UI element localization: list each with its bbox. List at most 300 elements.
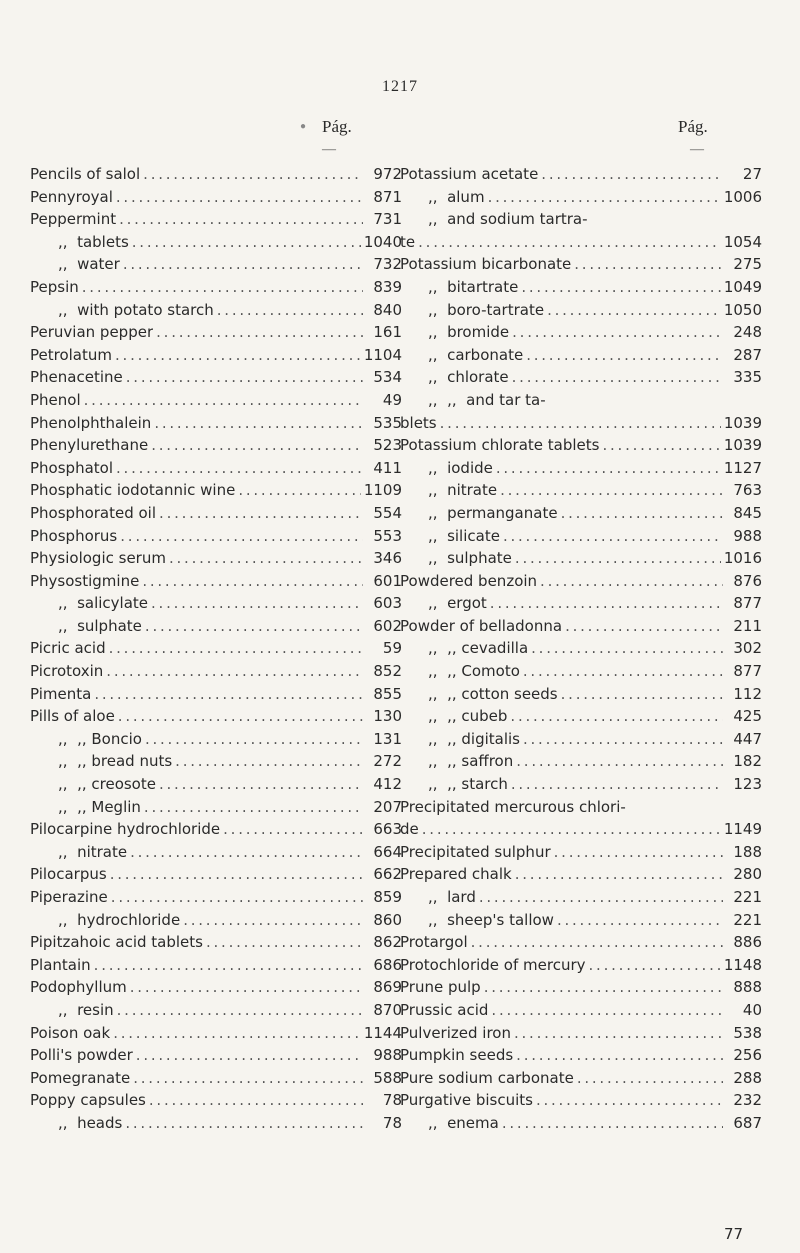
entry-page-number: 161 (373, 323, 402, 342)
entry-label: Precipitated mercurous chlori- (400, 797, 626, 816)
entry-page-number: 221 (733, 910, 762, 929)
entry-label: ,, sheep's tallow (428, 910, 554, 929)
entry-page-number: 871 (373, 187, 402, 206)
dot-leader (117, 999, 363, 1022)
entry-page-number: 731 (373, 210, 402, 229)
entry-label: ,, lard (428, 888, 476, 906)
index-entry (30, 660, 402, 683)
entry-page-number: 687 (733, 1113, 762, 1132)
index-entry (400, 931, 762, 954)
dot-leader (109, 637, 363, 660)
entry-page-number: 860 (373, 910, 402, 929)
dot-leader (515, 863, 723, 886)
entry-page-number: 221 (733, 888, 762, 906)
dot-leader (496, 457, 721, 480)
index-entry (400, 479, 762, 502)
entry-label: Peruvian pepper (30, 323, 154, 342)
entry-page-number: 59 (382, 639, 402, 658)
index-entry (400, 163, 762, 186)
index-entry (400, 389, 762, 412)
index-entry (30, 683, 402, 706)
dot-leader (142, 570, 363, 593)
dot-leader (490, 592, 723, 615)
entry-page-number: 49 (382, 390, 402, 409)
index-entry (30, 457, 402, 480)
entry-label: ,, ,, Boncio (58, 729, 142, 748)
entry-page-number: 1040 (363, 232, 402, 251)
entry-label: ,, and sodium tartra- (428, 210, 588, 229)
dot-leader (238, 479, 361, 502)
dot-leader (126, 366, 363, 389)
dot-leader (110, 863, 363, 886)
index-entry (30, 253, 402, 276)
index-entry (30, 728, 402, 751)
entry-label: Physostigmine (30, 571, 140, 590)
entry-page-number: 523 (373, 436, 402, 455)
entry-label: blets (400, 413, 437, 432)
entry-page-number: 335 (733, 368, 762, 387)
index-entry (400, 818, 762, 841)
dot-leader (503, 525, 723, 548)
entry-label: Pure sodium carbonate (400, 1068, 574, 1087)
dot-leader (159, 502, 363, 525)
bullet-mark: ● (300, 121, 307, 132)
index-entry (400, 253, 762, 276)
dot-leader (491, 999, 723, 1022)
dot-leader (488, 186, 721, 209)
entry-label: ,, bromide (428, 323, 510, 342)
dot-leader (589, 954, 721, 977)
entry-label: ,, ,, saffron (428, 752, 514, 771)
dot-leader (133, 1067, 363, 1090)
index-entry (400, 276, 762, 299)
entry-page-number: 839 (373, 277, 402, 296)
index-entry (400, 1044, 762, 1067)
index-entry (30, 1067, 402, 1090)
index-entry (400, 547, 762, 570)
entry-page-number: 78 (382, 1113, 402, 1132)
entry-label: ,, enema (428, 1113, 499, 1132)
dot-leader (554, 841, 723, 864)
entry-page-number: 603 (373, 594, 402, 613)
dot-leader (143, 163, 363, 186)
dot-leader (514, 1022, 723, 1045)
entry-page-number: 1039 (723, 413, 762, 432)
index-entry (400, 841, 762, 864)
entry-page-number: 732 (373, 255, 402, 274)
entry-page-number: 287 (733, 345, 762, 364)
entry-page-number: 686 (373, 955, 402, 974)
entry-page-number: 877 (733, 594, 762, 613)
index-entry (400, 208, 762, 231)
dot-leader (169, 547, 363, 570)
index-entry (400, 592, 762, 615)
entry-label: Prepared chalk (400, 865, 512, 884)
entry-page-number: 280 (733, 865, 762, 884)
entry-label: Peppermint (30, 210, 117, 229)
entry-page-number: 207 (373, 797, 402, 816)
dot-leader (223, 818, 363, 841)
dot-leader (206, 931, 363, 954)
index-entry (30, 818, 402, 841)
right-column-header: Pág. (678, 117, 708, 136)
index-entry (400, 434, 762, 457)
dot-leader (94, 954, 363, 977)
index-entry (30, 276, 402, 299)
index-entry (30, 886, 402, 909)
entry-label: Potassium chlorate tablets (400, 436, 600, 455)
entry-page-number: 248 (733, 323, 762, 342)
entry-label: ,, ,, cotton seeds (428, 684, 558, 703)
index-entry (30, 1044, 402, 1067)
index-entry (30, 592, 402, 615)
entry-label: Prune pulp (400, 978, 481, 997)
dot-leader (116, 457, 363, 480)
dot-leader (511, 773, 723, 796)
index-entry (30, 841, 402, 864)
entry-label: ,, ,, cubeb (428, 707, 508, 726)
dot-leader (156, 321, 363, 344)
dot-leader (136, 1044, 363, 1067)
entry-label: Pencils of salol (30, 165, 141, 183)
dot-leader (557, 909, 723, 932)
entry-label: Pepsin (30, 277, 79, 296)
entry-page-number: 840 (373, 300, 402, 319)
entry-page-number: 288 (733, 1068, 762, 1087)
dot-leader (418, 231, 721, 254)
entry-label: ,, resin (58, 1000, 114, 1019)
entry-page-number: 1016 (723, 549, 762, 568)
index-entry (30, 1089, 402, 1112)
dot-leader (130, 841, 363, 864)
index-entry (400, 728, 762, 751)
entry-page-number: 123 (733, 775, 762, 794)
entry-label: Phenacetine (30, 368, 123, 387)
entry-label: Prussic acid (400, 1000, 489, 1019)
index-entry (30, 931, 402, 954)
entry-label: ,, bitartrate (428, 277, 519, 296)
entry-page-number: 1149 (723, 820, 762, 839)
dot-leader (516, 750, 723, 773)
dot-leader (151, 592, 363, 615)
index-entry (400, 1089, 762, 1112)
dot-leader (440, 412, 721, 435)
entry-page-number: 40 (742, 1000, 762, 1019)
entry-label: te (400, 232, 416, 251)
entry-page-number: 131 (373, 729, 402, 748)
dot-leader (602, 434, 720, 457)
index-entry (30, 186, 402, 209)
index-entry (30, 773, 402, 796)
index-entry (400, 886, 762, 909)
entry-label: Phosphorus (30, 526, 118, 545)
entry-page-number: 664 (373, 842, 402, 861)
entry-page-number: 1104 (363, 345, 402, 364)
entry-label: Petrolatum (30, 345, 112, 364)
index-entry (400, 615, 762, 638)
entry-label: Pennyroyal (30, 187, 113, 206)
dot-leader (540, 570, 723, 593)
entry-page-number: 272 (373, 752, 402, 771)
entry-page-number: 888 (733, 978, 762, 997)
index-entry (400, 909, 762, 932)
entry-label: Purgative biscuits (400, 1091, 533, 1110)
entry-page-number: 877 (733, 662, 762, 681)
dot-leader (471, 931, 723, 954)
dot-leader (111, 886, 363, 909)
dot-leader (154, 412, 363, 435)
entry-label: ,, carbonate (428, 345, 524, 364)
entry-page-number: 886 (733, 933, 762, 952)
dot-leader (574, 253, 723, 276)
entry-page-number: 425 (733, 707, 762, 726)
entry-page-number: 27 (742, 165, 762, 183)
entry-label: ,, water (58, 255, 120, 274)
index-entry (30, 637, 402, 660)
entry-page-number: 412 (373, 775, 402, 794)
index-entry (30, 1112, 402, 1135)
dot-leader (151, 434, 363, 457)
dot-leader (561, 683, 723, 706)
entry-page-number: 534 (373, 368, 402, 387)
dot-leader (422, 818, 721, 841)
dot-leader (106, 660, 363, 683)
entry-label: ,, nitrate (58, 842, 128, 861)
index-entry (30, 999, 402, 1022)
entry-page-number: 554 (373, 503, 402, 522)
index-entry (400, 1022, 762, 1045)
dot-leader (123, 253, 363, 276)
entry-label: Pills of aloe (30, 707, 115, 726)
entry-label: Picric acid (30, 639, 106, 658)
index-entry (400, 186, 762, 209)
entry-page-number: 763 (733, 481, 762, 500)
entry-page-number: 78 (382, 1091, 402, 1110)
dot-leader (500, 479, 723, 502)
entry-label: Pomegranate (30, 1068, 131, 1087)
entry-label: ,, salicylate (58, 594, 149, 613)
dot-leader (536, 1089, 723, 1112)
dot-leader (547, 299, 721, 322)
entry-label: ,, chlorate (428, 368, 509, 387)
index-entry (400, 231, 762, 254)
entry-label: ,, sulphate (428, 549, 512, 568)
index-entry (400, 321, 762, 344)
entry-page-number: 188 (733, 842, 762, 861)
entry-page-number: 588 (373, 1068, 402, 1087)
index-entry (30, 208, 402, 231)
index-entry (30, 502, 402, 525)
entry-page-number: 845 (733, 503, 762, 522)
dot-leader (523, 728, 723, 751)
dot-leader (118, 705, 363, 728)
entry-label: ,, iodide (428, 458, 493, 477)
entry-label: Protochloride of mercury (400, 955, 586, 974)
index-entry (400, 637, 762, 660)
dot-leader (115, 344, 361, 367)
dot-leader (521, 276, 720, 299)
entry-page-number: 1109 (363, 481, 402, 500)
index-entry (400, 502, 762, 525)
dot-leader (94, 683, 363, 706)
index-entry (30, 525, 402, 548)
entry-page-number: 869 (373, 978, 402, 997)
index-entry (30, 863, 402, 886)
index-entry (30, 796, 402, 819)
entry-page-number: 130 (373, 707, 402, 726)
index-entry (30, 570, 402, 593)
index-entry (30, 750, 402, 773)
index-entry (30, 479, 402, 502)
entry-page-number: 211 (733, 616, 762, 635)
dot-leader (119, 208, 363, 231)
entry-label: Poppy capsules (30, 1091, 146, 1110)
entry-page-number: 112 (733, 684, 762, 703)
entry-page-number: 447 (733, 729, 762, 748)
left-header-rule: — (322, 142, 336, 157)
entry-label: ,, hydrochloride (58, 910, 181, 929)
entry-label: Physiologic serum (30, 549, 166, 568)
entry-label: Phosphatol (30, 458, 113, 477)
index-entry (400, 344, 762, 367)
dot-leader (84, 389, 363, 412)
index-entry (30, 547, 402, 570)
entry-label: Pimenta (30, 684, 92, 703)
entry-label: Poison oak (30, 1023, 111, 1042)
index-entry (400, 954, 762, 977)
dot-leader (113, 1022, 361, 1045)
entry-label: Phosphorated oil (30, 503, 157, 522)
entry-page-number: 972 (373, 165, 402, 183)
entry-label: ,, ,, Comoto (428, 662, 520, 681)
index-entry (400, 773, 762, 796)
index-entry (400, 976, 762, 999)
entry-label: de (400, 820, 419, 839)
index-entry (400, 525, 762, 548)
entry-page-number: 232 (733, 1091, 762, 1110)
entry-label: Potassium acetate (400, 165, 539, 183)
index-entry (400, 683, 762, 706)
entry-page-number: 663 (373, 820, 402, 839)
entry-label: ,, alum (428, 187, 485, 206)
dot-leader (159, 773, 363, 796)
index-entry (30, 163, 402, 186)
dot-leader (479, 886, 723, 909)
dot-leader (125, 1112, 363, 1135)
index-entry (400, 999, 762, 1022)
index-entry (30, 705, 402, 728)
index-entry (400, 570, 762, 593)
dot-leader (515, 547, 721, 570)
index-entry (30, 954, 402, 977)
entry-page-number: 1039 (723, 436, 762, 455)
index-entry (400, 705, 762, 728)
dot-leader (512, 366, 723, 389)
entry-label: Protargol (400, 933, 468, 952)
dot-leader (183, 909, 363, 932)
dot-leader (149, 1089, 363, 1112)
dot-leader (510, 705, 723, 728)
footer-signature: 77 (724, 1225, 744, 1243)
right-index-column (400, 163, 762, 1135)
entry-page-number: 182 (733, 752, 762, 771)
entry-label: ,, ,, Meglin (58, 797, 141, 816)
entry-label: Pulverized iron (400, 1023, 511, 1042)
entry-label: ,, with potato starch (58, 300, 214, 319)
entry-label: ,, nitrate (428, 481, 498, 500)
entry-label: Potassium bicarbonate (400, 255, 572, 274)
entry-page-number: 1049 (723, 277, 762, 296)
dot-leader (541, 163, 723, 186)
entry-label: Pipitzahoic acid tablets (30, 933, 203, 952)
entry-page-number: 859 (373, 888, 402, 906)
index-entry (30, 434, 402, 457)
index-entry (30, 412, 402, 435)
entry-page-number: 1148 (723, 955, 762, 974)
entry-label: Pumpkin seeds (400, 1046, 514, 1065)
entry-page-number: 1054 (723, 232, 762, 251)
dot-leader (132, 231, 361, 254)
index-entry (400, 750, 762, 773)
entry-label: ,, ,, cevadilla (428, 639, 529, 658)
left-column-header: Pág. (322, 117, 352, 136)
index-entry (400, 1112, 762, 1135)
entry-label: Phenylurethane (30, 436, 149, 455)
dot-leader (217, 299, 363, 322)
entry-page-number: 602 (373, 616, 402, 635)
entry-label: Polli's powder (30, 1046, 133, 1065)
index-entry (30, 976, 402, 999)
index-entry (30, 389, 402, 412)
entry-page-number: 1144 (363, 1023, 402, 1042)
dot-leader (484, 976, 723, 999)
entry-page-number: 988 (373, 1046, 402, 1065)
index-entry (400, 457, 762, 480)
entry-label: ,, ,, digitalis (428, 729, 520, 748)
entry-page-number: 852 (373, 662, 402, 681)
entry-label: Powdered benzoin (400, 571, 538, 590)
entry-page-number: 1006 (723, 187, 762, 206)
dot-leader (523, 660, 723, 683)
entry-label: Powder of belladonna (400, 616, 563, 635)
dot-leader (145, 615, 363, 638)
index-entry (30, 344, 402, 367)
entry-label: Plantain (30, 955, 91, 974)
entry-page-number: 1127 (723, 458, 762, 477)
dot-leader (502, 1112, 723, 1135)
index-entry (400, 366, 762, 389)
entry-page-number: 662 (373, 865, 402, 884)
entry-label: ,, sulphate (58, 616, 142, 635)
entry-page-number: 1050 (723, 300, 762, 319)
dot-leader (512, 321, 723, 344)
dot-leader (144, 796, 363, 819)
dot-leader (561, 502, 723, 525)
dot-leader (577, 1067, 723, 1090)
index-entry (400, 660, 762, 683)
entry-label: ,, tablets (58, 232, 129, 251)
entry-label: Phenol (30, 390, 81, 409)
dot-leader (82, 276, 363, 299)
dot-leader (175, 750, 363, 773)
index-entry (400, 796, 762, 819)
entry-page-number: 256 (733, 1046, 762, 1065)
entry-page-number: 988 (733, 526, 762, 545)
entry-label: ,, permanganate (428, 503, 558, 522)
dot-leader (116, 186, 363, 209)
entry-label: Picrotoxin (30, 662, 104, 681)
right-header-rule: — (690, 142, 704, 157)
